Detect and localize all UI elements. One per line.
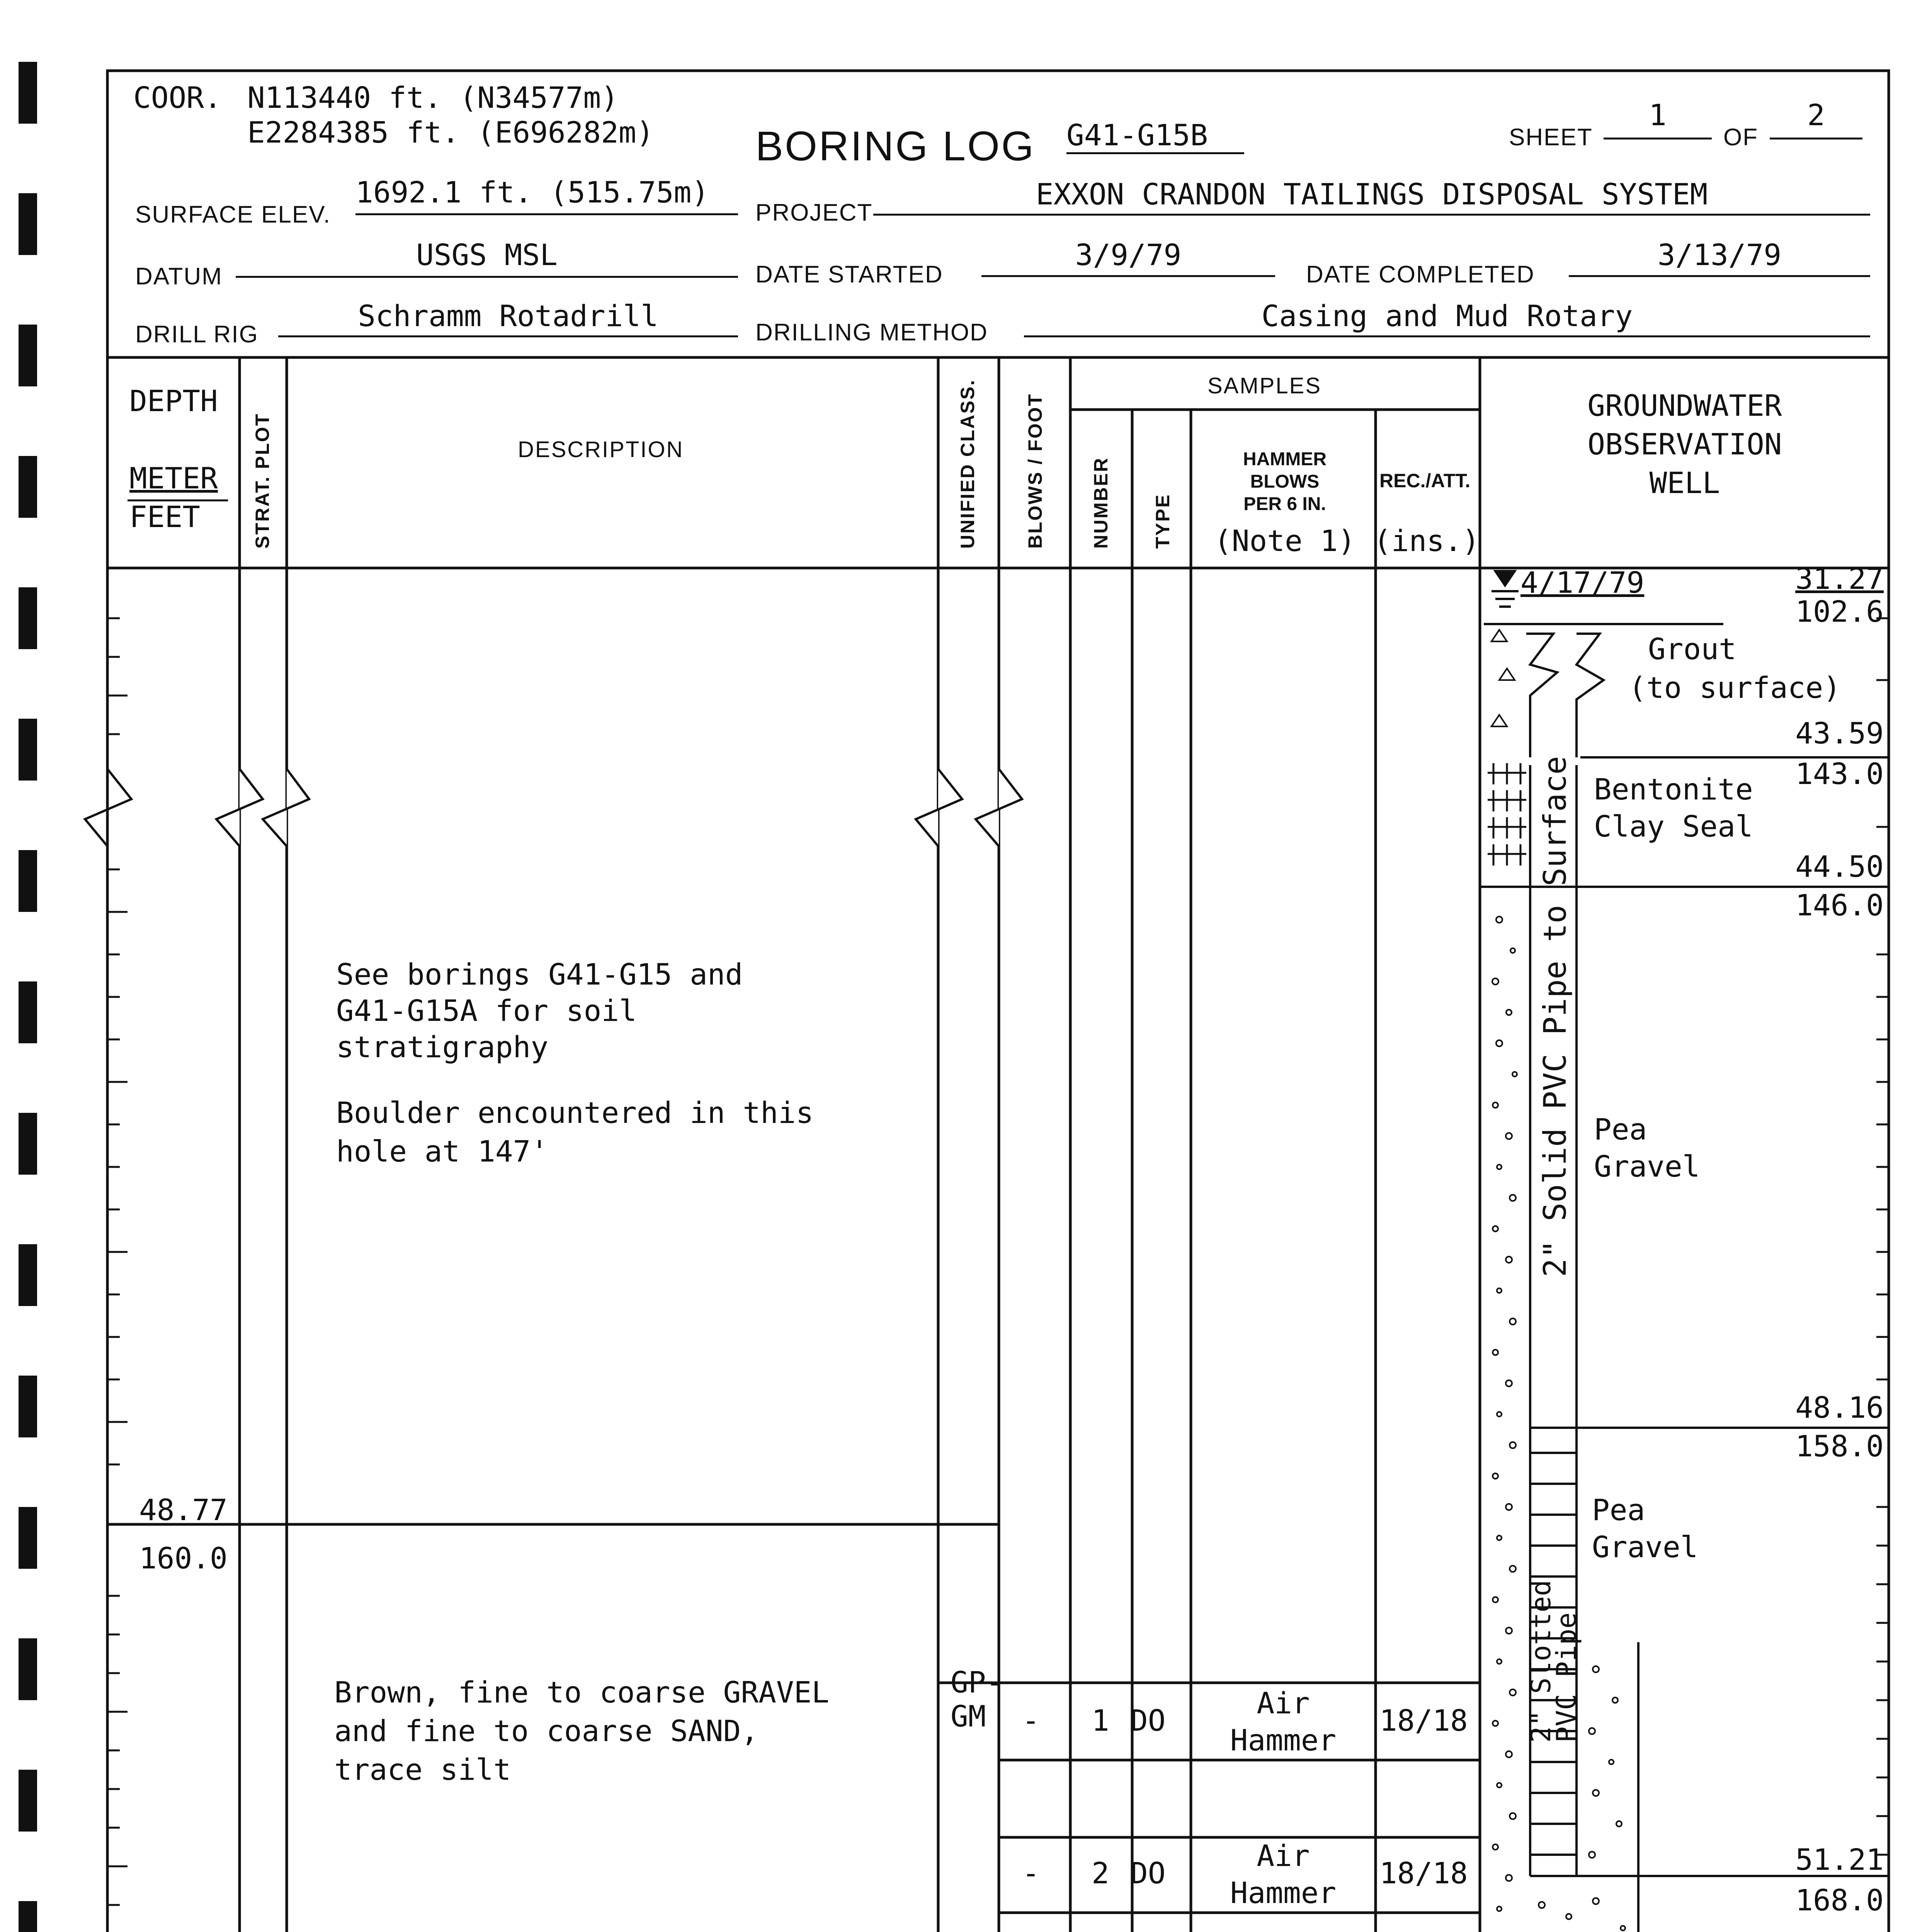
col-well: GROUNDWATER OBSERVATION WELL bbox=[1587, 388, 1782, 500]
of-label: OF bbox=[1723, 124, 1759, 151]
description-note-1: See borings G41-G15 and G41-G15A for soil stratigraphy bbox=[336, 957, 743, 1064]
sheet-label: SHEET bbox=[1509, 124, 1593, 151]
solid-pipe-label: 2" Solid PVC Pipe to Surface bbox=[1537, 756, 1573, 1277]
sample-1-rec: 18/18 bbox=[1379, 1703, 1468, 1738]
sample-2-rec: 18/18 bbox=[1379, 1856, 1468, 1890]
gravel-label: Pea Gravel bbox=[1594, 1112, 1700, 1184]
sample-2-type: DO bbox=[1130, 1856, 1166, 1890]
grout-bottom-ft: 102.6 bbox=[1795, 594, 1884, 629]
layer-description: Brown, fine to coarse GRAVEL and fine to coarse SAND, trace silt bbox=[334, 1675, 830, 1787]
screen-bottom-ft: 168.0 bbox=[1795, 1883, 1884, 1917]
project-name: EXXON CRANDON TAILINGS DISPOSAL SYSTEM bbox=[873, 180, 1870, 216]
col-hammer-note: (Note 1) bbox=[1214, 524, 1356, 558]
gravel-top-m: 44.50 bbox=[1795, 849, 1884, 884]
col-number: NUMBER bbox=[1090, 457, 1112, 549]
sheet-total: 2 bbox=[1770, 100, 1862, 139]
sample-2-blows: - bbox=[1022, 1856, 1040, 1890]
col-hammer-blows: HAMMER BLOWS PER 6 IN. bbox=[1243, 449, 1327, 514]
date-completed: 3/13/79 bbox=[1569, 240, 1870, 277]
col-meter: METER bbox=[129, 461, 218, 495]
date-started-label: DATE STARTED bbox=[755, 261, 943, 288]
drilling-method: Casing and Mud Rotary bbox=[1024, 301, 1870, 337]
screen-top-ft: 158.0 bbox=[1795, 1429, 1884, 1463]
drilling-method-label: DRILLING METHOD bbox=[755, 319, 988, 346]
page-title: BORING LOG bbox=[755, 122, 1036, 169]
screen-top-m: 48.16 bbox=[1795, 1390, 1884, 1425]
col-rec-units: (ins.) bbox=[1374, 524, 1480, 558]
seal-top-m: 43.59 bbox=[1795, 716, 1884, 750]
date-started: 3/9/79 bbox=[981, 240, 1275, 277]
sample-1-hammer: Air Hammer bbox=[1230, 1686, 1337, 1757]
unified-class-value: GP- GM bbox=[951, 1665, 1004, 1733]
screen-bottom-m: 51.21 bbox=[1795, 1842, 1884, 1877]
water-level-m: 31.27 bbox=[1795, 561, 1884, 596]
col-feet: FEET bbox=[129, 500, 201, 534]
col-blows-foot: BLOWS / FOOT bbox=[1024, 393, 1046, 549]
col-depth: DEPTH bbox=[129, 384, 218, 418]
sample-2-number: 2 bbox=[1092, 1856, 1109, 1890]
coor-north: N113440 ft. (N34577m) bbox=[247, 80, 619, 115]
boring-id: G41-G15B bbox=[1066, 121, 1244, 154]
col-type: TYPE bbox=[1152, 493, 1173, 549]
surface-elev-label: SURFACE ELEV. bbox=[135, 201, 331, 228]
slotted-pipe-label: 2" Slotted PVC Pipe bbox=[1525, 1580, 1582, 1743]
col-description: DESCRIPTION bbox=[518, 437, 684, 462]
sample-1-number: 1 bbox=[1092, 1703, 1109, 1738]
gravel-label-2: Pea Gravel bbox=[1592, 1493, 1698, 1564]
grout-label: Grout (to surface) bbox=[1629, 632, 1841, 705]
drill-rig: Schramm Rotadrill bbox=[278, 301, 738, 337]
col-samples: SAMPLES bbox=[1208, 373, 1321, 398]
seal-label: Bentonite Clay Seal bbox=[1594, 772, 1753, 844]
col-unified-class: UNIFIED CLASS. bbox=[957, 379, 978, 549]
col-rec-att: REC./ATT. bbox=[1379, 470, 1471, 492]
datum-value: USGS MSL bbox=[236, 240, 738, 278]
coor-label: COOR. bbox=[133, 80, 222, 115]
sample-1-blows: - bbox=[1022, 1703, 1040, 1738]
col-strat-plot: STRAT. PLOT bbox=[252, 413, 273, 549]
drill-rig-label: DRILL RIG bbox=[135, 321, 259, 348]
water-level-date: 4/17/79 bbox=[1520, 565, 1645, 600]
datum-label: DATUM bbox=[135, 263, 223, 290]
project-label: PROJECT bbox=[755, 199, 873, 226]
sample-1-type: DO bbox=[1130, 1703, 1166, 1738]
layer-top-m: 48.77 bbox=[139, 1493, 228, 1527]
surface-elev: 1692.1 ft. (515.75m) bbox=[355, 178, 738, 215]
gravel-top-ft: 146.0 bbox=[1795, 888, 1884, 922]
seal-top-ft: 143.0 bbox=[1795, 757, 1884, 791]
sample-2-hammer: Air Hammer bbox=[1230, 1838, 1337, 1910]
date-completed-label: DATE COMPLETED bbox=[1306, 261, 1535, 288]
description-note-2: Boulder encountered in this hole at 147' bbox=[336, 1095, 814, 1168]
layer-top-ft: 160.0 bbox=[139, 1541, 228, 1575]
sheet-number: 1 bbox=[1604, 100, 1712, 139]
coor-east: E2284385 ft. (E696282m) bbox=[247, 115, 654, 150]
